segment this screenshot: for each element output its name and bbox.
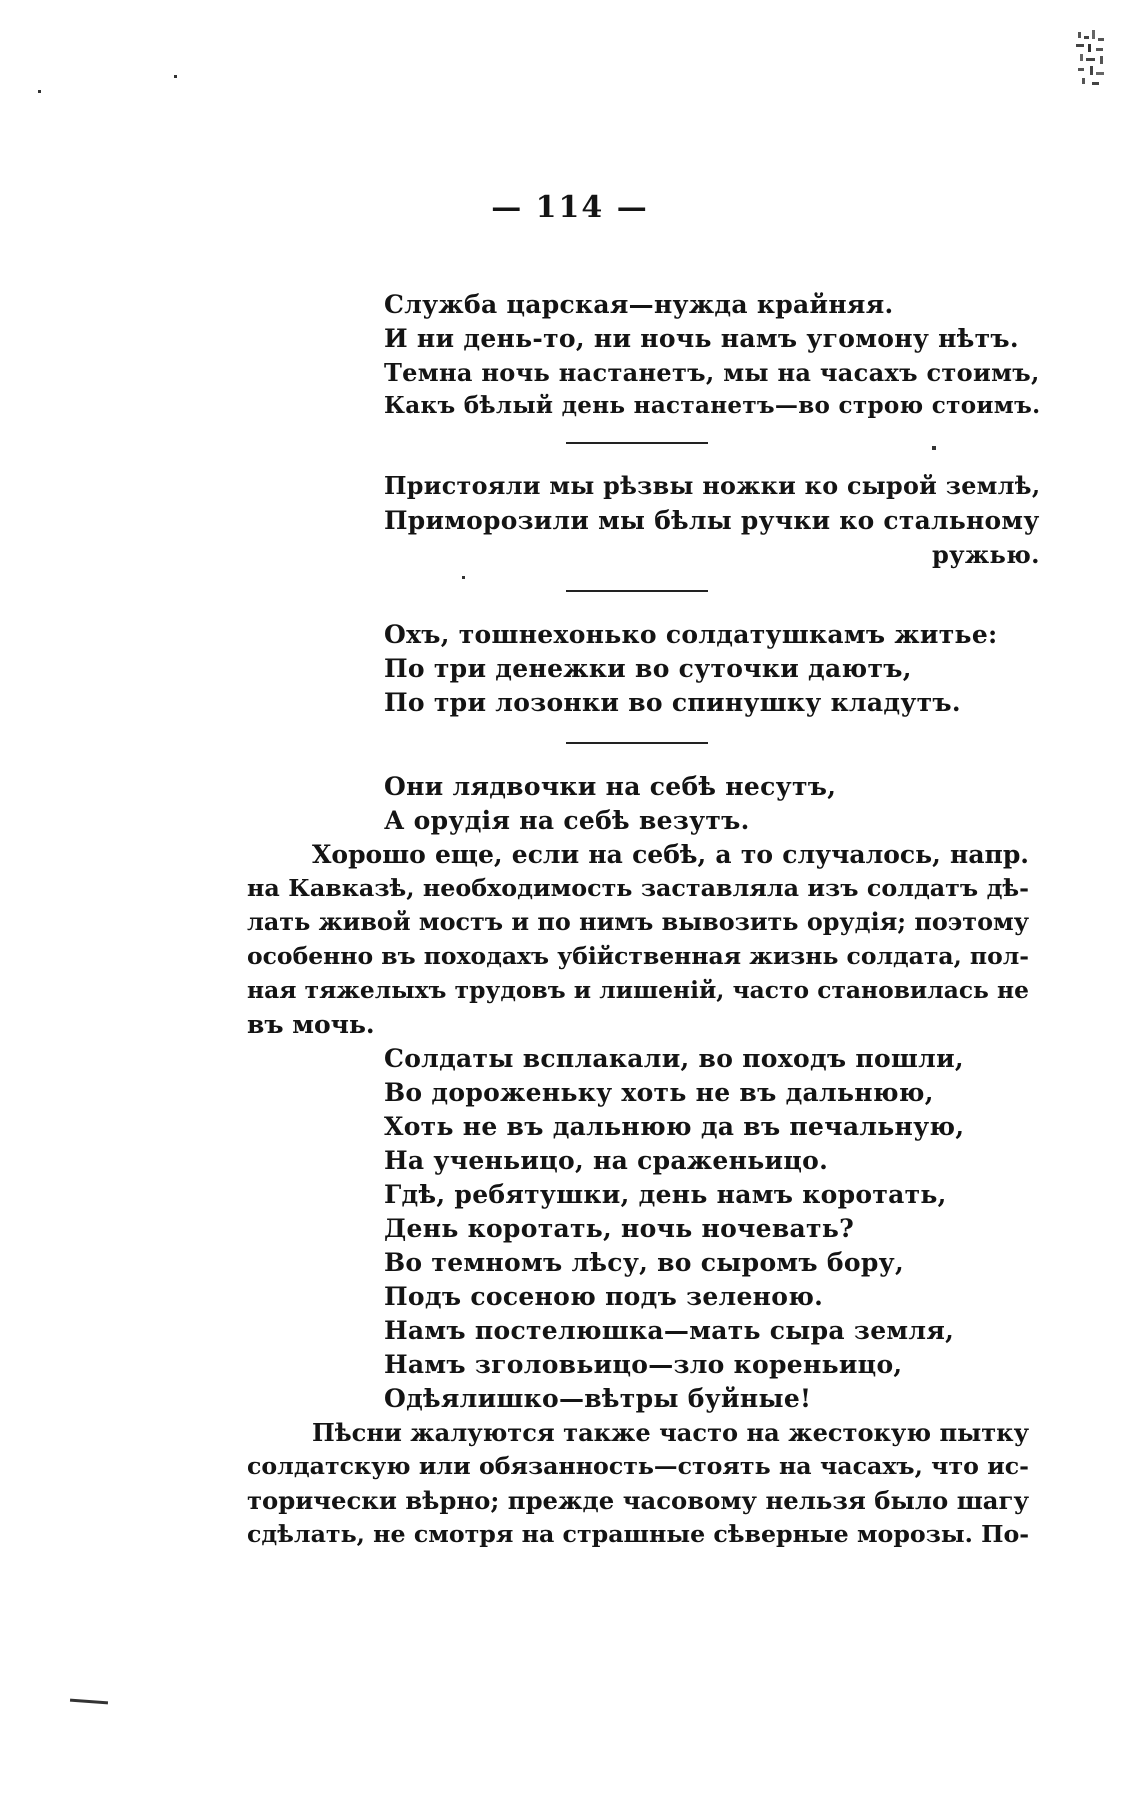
verse-line: Какъ бѣлый день настанетъ—во строю стоимъ. [384, 392, 1041, 419]
prose-line: Пѣсни жалуются также часто на жестокую пытку [312, 1418, 1029, 1447]
prose-line: солдатскую или обязанность—стоять на часахъ, что ис- [247, 1452, 1029, 1480]
verse-line: Намъ постелюшка—мать сыра земля, [384, 1316, 955, 1345]
verse-line: По три денежки во суточки даютъ, [384, 654, 912, 683]
scan-speck [70, 1699, 108, 1705]
prose-line: лать живой мостъ и по нимъ вывозить орудія; поэтому [247, 908, 1029, 936]
scan-speck [462, 576, 465, 579]
verse-line: Охъ, тошнехонько солдатушкамъ житье: [384, 620, 998, 649]
verse-line: Гдѣ, ребятушки, день намъ коротать, [384, 1180, 947, 1209]
verse-line: Во темномъ лѣсу, во сыромъ бору, [384, 1248, 904, 1277]
verse-line: Солдаты всплакали, во походъ пошли, [384, 1044, 964, 1073]
prose-line: торически вѣрно; прежде часовому нельзя было шагу [247, 1486, 1029, 1515]
prose-line: на Кавказѣ, необходимость заставляла изъ солдатъ дѣ- [247, 874, 1029, 902]
section-divider [566, 742, 708, 744]
verse-line: По три лозонки во спинушку кладутъ. [384, 688, 961, 717]
verse-line: Они лядвочки на себѣ несутъ, [384, 772, 837, 801]
verse-line: Хоть не въ дальнюю да въ печальную, [384, 1112, 965, 1141]
section-divider [566, 590, 708, 592]
prose-line: въ мочь. [247, 1010, 375, 1039]
prose-line: сдѣлать, не смотря на страшные сѣверные морозы. По- [247, 1520, 1030, 1548]
verse-line: И ни день-то, ни ночь намъ угомону нѣтъ. [384, 324, 1019, 353]
scan-speck [38, 90, 41, 93]
page-number: — 114 — [491, 190, 649, 225]
prose-line: особенно въ походахъ убійственная жизнь солдата, пол- [247, 942, 1029, 970]
prose-line: ная тяжелыхъ трудовъ и лишеній, часто становилась не [247, 976, 1029, 1004]
verse-line: Служба царская—нужда крайняя. [384, 290, 894, 319]
section-divider [566, 442, 708, 444]
verse-line: ружью. [932, 540, 1040, 569]
verse-line: Приморозили мы бѣлы ручки ко стальному [384, 506, 1040, 535]
verse-line: Пристояли мы рѣзвы ножки ко сырой землѣ, [384, 472, 1041, 500]
verse-line: Одѣялишко—вѣтры буйные! [384, 1384, 812, 1413]
verse-line: Во дороженьку хоть не въ дальнюю, [384, 1078, 934, 1107]
scan-speck [174, 75, 177, 78]
scan-noise-icon [1074, 30, 1108, 88]
verse-line: Намъ зголовьицо—зло кореньицо, [384, 1350, 903, 1379]
verse-line: Подъ сосеною подъ зеленою. [384, 1282, 824, 1311]
verse-line: На ученьицо, на сраженьицо. [384, 1146, 829, 1175]
verse-line: Темна ночь настанетъ, мы на часахъ стоимъ, [384, 358, 1040, 387]
scan-speck [932, 446, 936, 450]
prose-line: Хорошо еще, если на себѣ, а то случалось, напр. [312, 840, 1029, 869]
verse-line: А орудія на себѣ везутъ. [384, 806, 750, 835]
verse-line: День коротать, ночь ночевать? [384, 1214, 855, 1243]
